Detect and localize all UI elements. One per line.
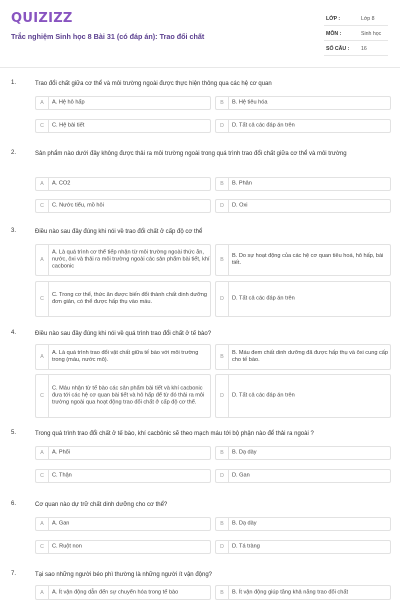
option-letter: D (216, 541, 229, 553)
option-text: B. Hệ tiêu hóa (232, 99, 268, 106)
option-a[interactable] (35, 344, 211, 370)
option-d[interactable] (215, 469, 391, 483)
option-letter: C (36, 541, 49, 553)
option-a[interactable] (35, 96, 211, 110)
option-text: D. Tất cả các đáp án trên (232, 392, 295, 399)
option-a[interactable] (35, 585, 211, 600)
option-letter: B (216, 345, 229, 369)
option-letter: A (36, 586, 49, 599)
header-divider (0, 67, 400, 68)
option-text: C. Ruột non (52, 543, 82, 550)
option-letter: A (36, 518, 49, 530)
option-d[interactable] (215, 281, 391, 317)
option-letter: D (216, 282, 229, 316)
meta-count-value: 16 (361, 46, 367, 52)
question-number: 2. (11, 150, 17, 156)
meta-subject-key: MÔN : (326, 31, 342, 37)
option-d[interactable] (215, 119, 391, 133)
meta-grade-value: Lớp 8 (361, 16, 375, 22)
question-number: 4. (11, 330, 17, 336)
question-number: 3. (11, 228, 17, 234)
option-text: A. CO2 (52, 180, 71, 187)
option-text: B. Ít vận động giúp tăng khả năng trao đổi chất (232, 589, 348, 595)
option-text: C. Hệ bài tiết (52, 122, 85, 129)
option-letter: A (36, 245, 49, 275)
question-number: 6. (11, 501, 17, 507)
option-b[interactable] (215, 96, 391, 110)
option-text: D. Gan (232, 472, 250, 479)
question-text: Cơ quan nào dự trữ chất dinh dưỡng cho cơ thể? (35, 502, 168, 508)
option-letter: A (36, 97, 49, 109)
option-b[interactable] (215, 446, 391, 460)
option-text: D. Oxi (232, 202, 248, 209)
option-b[interactable] (215, 344, 391, 370)
option-text: A. Gan (52, 520, 70, 527)
option-text: D. Tất cả các đáp án trên (232, 122, 295, 129)
option-letter: D (216, 470, 229, 482)
question-text: Sản phẩm nào dưới đây không được thải ra môi trường ngoài trong quá trình trao đổi chất giữa cơ thể và môi trường (35, 151, 347, 157)
option-text: B. Dạ dày (232, 520, 257, 527)
option-d[interactable] (215, 540, 391, 554)
option-text: C. Máu nhận từ tế bào các sản phẩm bài tiết và khí cacbonic đưa tới các hệ cơ quan bài tiết và hô hấp để từ đó thải ra môi trường ngoài qua hoạt động trao đổi chất ở cấp độ cơ thể. (52, 385, 205, 406)
meta-count (324, 42, 388, 56)
option-letter: C (36, 120, 49, 132)
worksheet-header (0, 0, 400, 66)
option-letter: B (216, 586, 229, 599)
option-text: A. Là quá trình cơ thể tiếp nhận từ môi trường ngoài thức ăn, nước, ôxi và thải ra môi trường ngoài các sản phẩm bài tiết, khí cacbonic (52, 249, 210, 270)
option-letter: D (216, 120, 229, 132)
option-text: A. Là quá trình trao đổi vật chất giữa tế bào với môi trường trong (máu, nước mô). (52, 350, 199, 363)
option-b[interactable] (215, 177, 391, 191)
option-a[interactable] (35, 517, 211, 531)
option-c[interactable] (35, 281, 211, 317)
option-letter: B (216, 518, 229, 530)
meta-subject (324, 27, 388, 41)
option-text: A. Ít vận động dẫn đến sự chuyển hóa trong tế bào (52, 589, 179, 595)
option-letter: B (216, 97, 229, 109)
option-text: B. Dạ dày (232, 449, 257, 456)
option-text: D. Tá tràng (232, 543, 260, 550)
option-letter: B (216, 178, 229, 190)
meta-grade-key: LỚP : (326, 16, 341, 22)
worksheet-title: Trắc nghiệm Sinh học 8 Bài 31 (có đáp án): Trao đổi chất (11, 32, 205, 41)
option-text: A. Phổi (52, 449, 71, 456)
option-c[interactable] (35, 119, 211, 133)
option-a[interactable] (35, 244, 211, 276)
option-letter: D (216, 200, 229, 212)
question-text: Trao đổi chất giữa cơ thể và môi trường ngoài được thực hiện thông qua các hệ cơ quan (35, 81, 272, 87)
option-letter: B (216, 447, 229, 459)
option-text: B. Do sự hoạt động của các hệ cơ quan tiêu hoá, hô hấp, bài tiết. (232, 253, 384, 266)
option-b[interactable] (215, 244, 391, 276)
option-letter: A (36, 345, 49, 369)
option-d[interactable] (215, 199, 391, 213)
option-letter: A (36, 447, 49, 459)
option-letter: C (36, 282, 49, 316)
option-letter: C (36, 200, 49, 212)
option-b[interactable] (215, 585, 391, 600)
option-text: B. Máu đem chất dinh dưỡng đã được hấp thụ và ôxi cung cấp cho tế bào. (232, 350, 389, 363)
question-text: Tại sao những người béo phì thường là những người ít vận động? (35, 572, 212, 578)
option-c[interactable] (35, 374, 211, 418)
option-letter: A (36, 178, 49, 190)
option-text: D. Tất cả các đáp án trên (232, 295, 295, 302)
option-text: C. Trong cơ thể, thức ăn được biến đổi thành chất dinh dưỡng đơn giản, có thể được hấp thụ vào máu. (52, 292, 208, 305)
option-text: A. Hệ hô hấp (52, 99, 85, 106)
option-b[interactable] (215, 517, 391, 531)
option-c[interactable] (35, 469, 211, 483)
question-text: Trong quá trình trao đổi chất ở tế bào, khí cacbônic sẽ theo mạch máu tới bộ phận nào để thải ra ngoài ? (35, 431, 314, 437)
question-number: 1. (11, 80, 17, 86)
question-text: Điều nào sau đây đúng khi nói về quá trình trao đổi chất ở tế bào? (35, 331, 212, 337)
meta-count-key: SỐ CÂU : (326, 46, 350, 52)
option-text: B. Phân (232, 180, 252, 187)
option-a[interactable] (35, 177, 211, 191)
question-text: Điều nào sau đây đúng khi nói về trao đổi chất ở cấp độ cơ thể (35, 229, 203, 235)
question-number: 5. (11, 430, 17, 436)
option-letter: D (216, 375, 229, 417)
option-d[interactable] (215, 374, 391, 418)
option-letter: B (216, 245, 229, 275)
option-a[interactable] (35, 446, 211, 460)
meta-subject-value: Sinh học (361, 31, 382, 37)
option-text: C. Thận (52, 472, 72, 479)
option-letter: C (36, 470, 49, 482)
quizizz-logo: QUIZIZZ (11, 11, 73, 26)
question-number: 7. (11, 571, 17, 577)
meta-grade (324, 12, 388, 26)
option-text: C. Nước tiểu, mồ hôi (52, 202, 104, 209)
option-c[interactable] (35, 540, 211, 554)
option-c[interactable] (35, 199, 211, 213)
option-letter: C (36, 375, 49, 417)
